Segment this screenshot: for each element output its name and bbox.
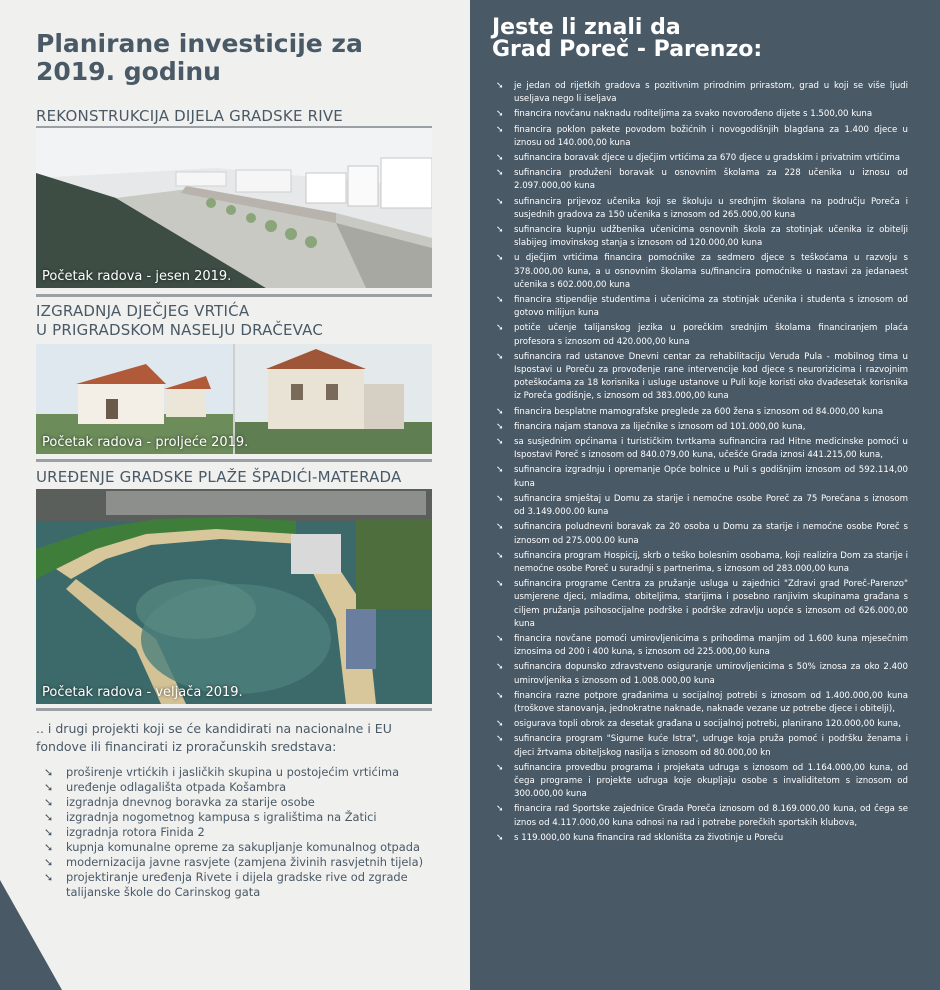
list-item: ➘ sufinancira dopunsko zdravstveno osiguranje umirovljenicima s 50% iznosa za oko 2.400 umirovljenika s iznosom od 1.008.000,00 kuna bbox=[496, 662, 908, 686]
arrow-bullet-icon: ➘ bbox=[496, 351, 504, 362]
list-item: ➘ financira stipendije studentima i učenicima za stotinjak učenika i studenta s iznosom od gotovo milijun kuna bbox=[496, 295, 908, 319]
waterfront-rendering-graphic bbox=[36, 128, 432, 288]
arrow-bullet-icon: ➘ bbox=[496, 734, 504, 745]
page-title-line2: 2019. godinu bbox=[36, 57, 221, 86]
beach-aerial-graphic bbox=[36, 489, 432, 704]
list-item: ➘ sufinancira izgradnju i opremanje Opće bolnice u Puli s godišnjim iznosom od 592.114,00 kuna bbox=[496, 465, 908, 489]
list-item: ➘ financira poklon pakete povodom božićnih i novogodišnjih blagdana za 1.400 djece u iznosu od 140.000,00 kuna bbox=[496, 124, 908, 148]
list-item: ➘ osigurava topli obrok za desetak građana u socijalnoj potrebi, planirano 120.000,00 kuna, bbox=[496, 718, 908, 731]
list-item: ➘ s 119.000,00 kuna financira rad skloništa za životinje u Poreču bbox=[496, 832, 908, 845]
list-item: ➘ potiče učenje talijanskog jezika u porečkim srednjim školama financiranjem plaća profesora s iznosom od 420.000,00 kuna bbox=[496, 323, 908, 347]
arrow-bullet-icon: ➘ bbox=[496, 421, 504, 432]
list-item: ➘ financira novčanu naknadu roditeljima za svako novorođeno dijete s 1.500,00 kuna bbox=[496, 108, 908, 121]
list-item: ➘ sufinancira boravak djece u dječjim vrtićima za 670 djece u gradskim i privatnim vrtićima bbox=[496, 152, 908, 165]
list-item: ➘ je jedan od rijetkih gradova s pozitivnim prirodnim prirastom, grad u koji se više ljudi useljava nego li iseljava bbox=[496, 81, 908, 105]
facts-title-line2: Grad Poreč - Parenzo: bbox=[492, 37, 763, 62]
arrow-bullet-icon: ➘ bbox=[44, 826, 54, 839]
arrow-bullet-icon: ➘ bbox=[496, 168, 504, 179]
arrow-bullet-icon: ➘ bbox=[496, 406, 504, 417]
arrow-bullet-icon: ➘ bbox=[496, 832, 504, 843]
list-item: ➘ financira besplatne mamografske preglede za 600 žena s iznosom od 84.000,00 kuna bbox=[496, 406, 908, 419]
section-title-line: UREĐENJE GRADSKE PLAŽE ŠPADIĆI-MATERADA bbox=[36, 468, 402, 486]
section-title-line: IZGRADNJA DJEČJEG VRTIĆA bbox=[36, 302, 250, 320]
list-item: ➘ sufinancira programe Centra za pružanje usluga u zajednici "Zdravi grad Poreč-Parenzo" usmjerene djeci, mladima, obiteljima, starijima i posebno ranjivim skupinama građana s ciljem pružanja psihosocijalne podrške i podrške zdravlju uopće s iznosom od 626.000,00 kuna bbox=[496, 579, 908, 629]
arrow-bullet-icon: ➘ bbox=[496, 323, 504, 334]
list-item: ➘ financira rad Sportske zajednice Grada Poreča iznosom od 8.169.000,00 kuna, od čega se iznos od 4.117.000,00 kuna odnosi na rad i potrebe porečkih sportskih klubova, bbox=[496, 804, 908, 828]
section-title-line: REKONSTRUKCIJA DIJELA GRADSKE RIVE bbox=[36, 107, 343, 125]
list-item: ➘ financira razne potpore građanima u socijalnoj potrebi s iznosom od 1.400.000,00 kuna (troškove stanovanja, jednokratne naknade, naknade vezane uz potrebe djece i obitelji), bbox=[496, 690, 908, 714]
arrow-bullet-icon: ➘ bbox=[44, 796, 54, 809]
facts-title bbox=[492, 17, 932, 61]
kindergarten-rendering-image bbox=[36, 344, 432, 454]
arrow-bullet-icon: ➘ bbox=[496, 522, 504, 533]
arrow-bullet-icon: ➘ bbox=[44, 871, 54, 884]
list-item: ➘ sufinancira program Hospicij, skrb o teško bolesnim osobama, koji realizira Dom za starije i nemoćne osobe Poreč u suradnji s partnerima, s iznosom od 283.000,00 kuna bbox=[496, 550, 908, 574]
section-divider bbox=[36, 294, 432, 297]
arrow-bullet-icon: ➘ bbox=[44, 781, 54, 794]
list-item: ➘ uređenje odlagališta otpada Košambra bbox=[44, 780, 287, 794]
section-divider bbox=[36, 459, 432, 462]
planned-projects-list bbox=[44, 765, 434, 900]
arrow-bullet-icon: ➘ bbox=[496, 719, 504, 730]
list-item: ➘ izgradnja rotora Finida 2 bbox=[44, 825, 205, 839]
list-item: ➘ projektiranje uređenja Rivete i dijela gradske rive od zgrade talijanske škole do Carinskog gata bbox=[44, 870, 408, 899]
arrow-bullet-icon: ➘ bbox=[496, 465, 504, 476]
list-item: ➘ sufinancira rad ustanove Dnevni centar za rehabilitaciju Veruda Pula - mobilnog tima u Ispostavi u Poreču za provođenje rane intervencije kod djece s neurorizicima i razvojnim poteškoćama za 18 korisnika i usluge ustanove u Puli koje koristi oko dvadesetak korisnika iz Poreča godišnje, s iznosom od 383.000,00 kuna bbox=[496, 351, 908, 402]
list-item: ➘ kupnja komunalne opreme za sakupljanje komunalnog otpada bbox=[44, 840, 420, 854]
image-caption: Početak radova - proljeće 2019. bbox=[42, 435, 249, 450]
arrow-bullet-icon: ➘ bbox=[496, 579, 504, 590]
facts-title-line1: Jeste li znali da bbox=[492, 15, 681, 40]
section-title-kindergarten bbox=[36, 302, 436, 340]
waterfront-rendering-image bbox=[36, 128, 432, 288]
other-projects-intro: .. i drugi projekti koji se će kandidirati na nacionalne i EU fondove ili financirati iz proračunskih sredstava: bbox=[36, 721, 392, 754]
list-item: ➘ proširenje vrtićkih i jasličkih skupina u postojećim vrtićima bbox=[44, 765, 400, 779]
arrow-bullet-icon: ➘ bbox=[496, 295, 504, 306]
arrow-bullet-icon: ➘ bbox=[496, 437, 504, 448]
list-item: ➘ sufinancira kupnju udžbenika učenicima osnovnih škola za stotinjak učenika iz obitelji slabijeg imovinskog stanja s iznosom od 120.000,00 kuna bbox=[496, 225, 908, 249]
list-item: ➘ sufinancira produženi boravak u osnovnim školama za 228 učenika u iznosu od 2.097.000,00 kuna bbox=[496, 168, 908, 192]
arrow-bullet-icon: ➘ bbox=[496, 690, 504, 701]
arrow-bullet-icon: ➘ bbox=[496, 196, 504, 207]
decorative-corner bbox=[0, 880, 62, 990]
arrow-bullet-icon: ➘ bbox=[496, 109, 504, 120]
list-item: ➘ sufinancira provedbu programa i projekata udruga s iznosom od 1.164.000,00 kuna, od čega programe i projekte udruga koje okupljaju osobe s invaliditetom s iznosom od 300.000,00 kuna bbox=[496, 762, 908, 800]
arrow-bullet-icon: ➘ bbox=[44, 766, 54, 779]
list-item: ➘ financira najam stanova za liječnike s iznosom od 101.000,00 kuna, bbox=[496, 421, 908, 434]
image-caption: Početak radova - jesen 2019. bbox=[42, 269, 232, 284]
arrow-bullet-icon: ➘ bbox=[44, 856, 54, 869]
list-item: ➘ sa susjednim općinama i turističkim tvrtkama sufinancira rad Hitne medicinske pomoći u Ispostavi Poreč s iznosom od 840.079,00 kuna, učešće Grada iznosi 441.215,00 kuna, bbox=[496, 437, 908, 461]
arrow-bullet-icon: ➘ bbox=[496, 153, 504, 164]
arrow-bullet-icon: ➘ bbox=[496, 493, 504, 504]
list-item: ➘ modernizacija javne rasvjete (zamjena živinih rasvjetnih tijela) bbox=[44, 855, 424, 869]
facts-list bbox=[496, 80, 908, 847]
list-item: ➘ sufinancira poludnevni boravak za 20 osoba u Domu za starije i nemoćne osobe Poreč s iznosom od 275.000.00 kuna bbox=[496, 522, 908, 546]
arrow-bullet-icon: ➘ bbox=[44, 811, 54, 824]
right-column bbox=[470, 0, 940, 990]
section-divider bbox=[36, 708, 432, 711]
list-item: ➘ sufinancira prijevoz učenika koji se školuju u srednjim školana na području Poreča i susjednih gradova za 150 učenika s iznosom od 265.000,00 kuna bbox=[496, 196, 908, 220]
list-item: ➘ izgradnja dnevnog boravka za starije osobe bbox=[44, 795, 315, 809]
arrow-bullet-icon: ➘ bbox=[496, 124, 504, 135]
section-title-beach bbox=[36, 468, 436, 487]
list-item: ➘ sufinancira smještaj u Domu za starije i nemoćne osobe Poreč za 75 Porečana s iznosom od 3.149.000.00 kuna bbox=[496, 493, 908, 518]
arrow-bullet-icon: ➘ bbox=[496, 81, 504, 91]
list-item: ➘ u dječjim vrtićima financira pomoćnike za sedmero djece s teškoćama u razvoju s 378.000,00 kuna, a u osnovnim školama su/financira pomoćnike u nastavi za jedanaest učenika s 602.000,00 kuna bbox=[496, 253, 908, 290]
beach-aerial-image bbox=[36, 489, 432, 704]
arrow-bullet-icon: ➘ bbox=[496, 633, 504, 644]
page-title bbox=[36, 30, 456, 86]
arrow-bullet-icon: ➘ bbox=[496, 253, 504, 264]
arrow-bullet-icon: ➘ bbox=[496, 550, 504, 561]
list-item: ➘ sufinancira program "Sigurne kuće Istra", udruge koja pruža pomoć i podršku ženama i djeci žrtvama obiteljskog nasilja s iznosom od 80.000,00 kn bbox=[496, 734, 908, 758]
page-title-line1: Planirane investicije za bbox=[36, 29, 363, 58]
list-item: ➘ financira novčane pomoći umirovljenicima s prihodima manjim od 1.600 kuna mjesečnim iznosima od 200 i 400 kuna, s iznosom od 225.000,00 kuna bbox=[496, 633, 908, 658]
arrow-bullet-icon: ➘ bbox=[496, 662, 504, 673]
image-caption: Početak radova - veljača 2019. bbox=[42, 685, 243, 700]
arrow-bullet-icon: ➘ bbox=[44, 841, 54, 854]
section-title-line: U PRIGRADSKOM NASELJU DRAČEVAC bbox=[36, 321, 324, 339]
arrow-bullet-icon: ➘ bbox=[496, 225, 504, 236]
section-title-waterfront bbox=[36, 107, 436, 126]
arrow-bullet-icon: ➘ bbox=[496, 762, 504, 773]
arrow-bullet-icon: ➘ bbox=[496, 804, 504, 815]
list-item: ➘ izgradnja nogometnog kampusa s igralištima na Žatici bbox=[44, 810, 377, 824]
